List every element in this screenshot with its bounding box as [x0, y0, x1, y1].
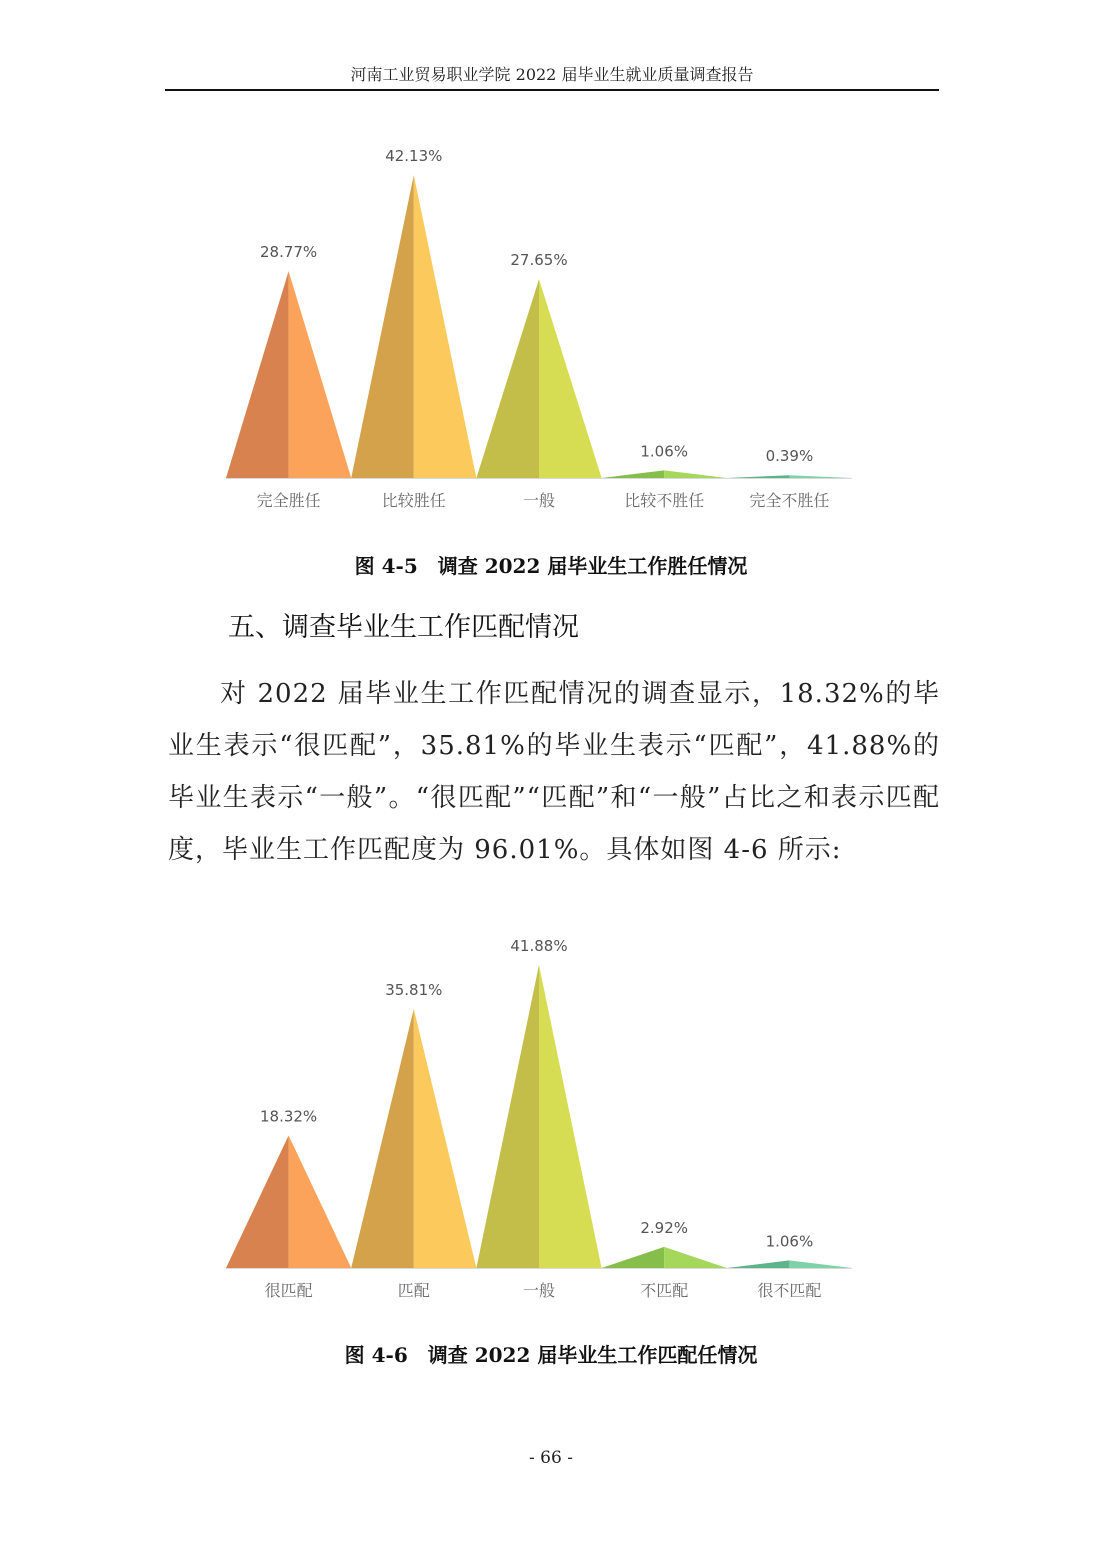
chart-bar-left-face: [226, 271, 289, 478]
chart-bar-right-face: [414, 175, 477, 478]
chart-category-label: 很不匹配: [757, 1281, 822, 1300]
section-heading: 五、调查毕业生工作匹配情况: [228, 612, 579, 643]
chart-bar: [226, 1135, 351, 1268]
chart-bar-left-face: [602, 1247, 665, 1268]
chart-category-label: 比较胜任: [381, 491, 446, 510]
figure-caption-4-5: 图 4-5 调查 2022 届毕业生工作胜任情况: [354, 554, 748, 578]
chart-data-label: 0.39%: [765, 447, 814, 466]
page-number: - 66 -: [529, 1448, 573, 1468]
chart-category-label: 匹配: [397, 1281, 430, 1300]
chart-category-label: 完全胜任: [256, 491, 321, 510]
chart-bar-left-face: [602, 470, 665, 478]
chart-bar-right-face: [289, 1135, 352, 1268]
chart-bar: [602, 470, 727, 478]
chart-job-competence: [0, 140, 1102, 520]
chart-data-label: 2.92%: [640, 1218, 689, 1237]
chart-bar: [727, 1260, 852, 1268]
header-rule: [165, 89, 939, 91]
chart-bar: [226, 271, 351, 478]
chart-category-label: 完全不胜任: [749, 491, 830, 510]
chart-data-label: 42.13%: [385, 147, 443, 165]
chart-bar: [351, 1009, 476, 1268]
chart-bar-left-face: [727, 475, 790, 478]
chart-bar-left-face: [351, 1009, 414, 1268]
chart-bar-right-face: [414, 1009, 477, 1268]
page-header: 河南工业贸易职业学院 2022 届毕业生就业质量调查报告: [350, 65, 754, 84]
chart-data-label: 35.81%: [385, 980, 443, 999]
chart-bar: [476, 965, 601, 1268]
chart-bar-right-face: [539, 279, 602, 478]
chart-category-label: 不匹配: [640, 1281, 689, 1300]
chart-bar-left-face: [351, 175, 414, 478]
chart-category-label: 一般: [522, 491, 556, 510]
chart-bar-left-face: [476, 279, 539, 478]
chart-bar: [476, 279, 601, 478]
chart-bar-left-face: [727, 1260, 790, 1268]
figure-caption-4-6: 图 4-6 调查 2022 届毕业生工作匹配任情况: [344, 1343, 758, 1367]
chart-category-label: 一般: [522, 1281, 556, 1300]
chart-data-label: 28.77%: [259, 243, 318, 262]
chart-job-match: [0, 930, 1102, 1310]
chart-data-label: 1.06%: [765, 1232, 814, 1251]
chart-category-label: 比较不胜任: [624, 491, 705, 510]
chart-job-match-svg: [0, 930, 1102, 1310]
chart-bar: [351, 175, 476, 478]
chart-bar: [602, 1247, 727, 1268]
chart-bar-right-face: [789, 475, 852, 478]
chart-bar-left-face: [476, 965, 539, 1268]
chart-bar-left-face: [226, 1135, 289, 1268]
chart-data-label: 1.06%: [640, 442, 689, 461]
chart-bar-right-face: [289, 271, 352, 478]
chart-bar-right-face: [664, 1247, 727, 1268]
body-paragraph: 对 2022 届毕业生工作匹配情况的调查显示，18.32%的毕业生表示“很匹配”，35.81%的毕业生表示“匹配”，41.88%的毕业生表示“一般”。“很匹配”“匹配”和“一般”占比之和表示匹配度，毕业生工作匹配度为 96.01%。具体如图 4-6 所示:: [168, 679, 940, 865]
chart-data-label: 18.32%: [259, 1107, 318, 1126]
chart-job-competence-svg: [0, 140, 1102, 520]
chart-bar-right-face: [539, 965, 602, 1268]
chart-bar-right-face: [789, 1260, 852, 1268]
chart-category-label: 很匹配: [264, 1281, 313, 1300]
chart-bar: [727, 475, 852, 478]
chart-data-label: 41.88%: [510, 937, 568, 955]
chart-bar-right-face: [664, 470, 727, 478]
chart-data-label: 27.65%: [510, 251, 568, 270]
